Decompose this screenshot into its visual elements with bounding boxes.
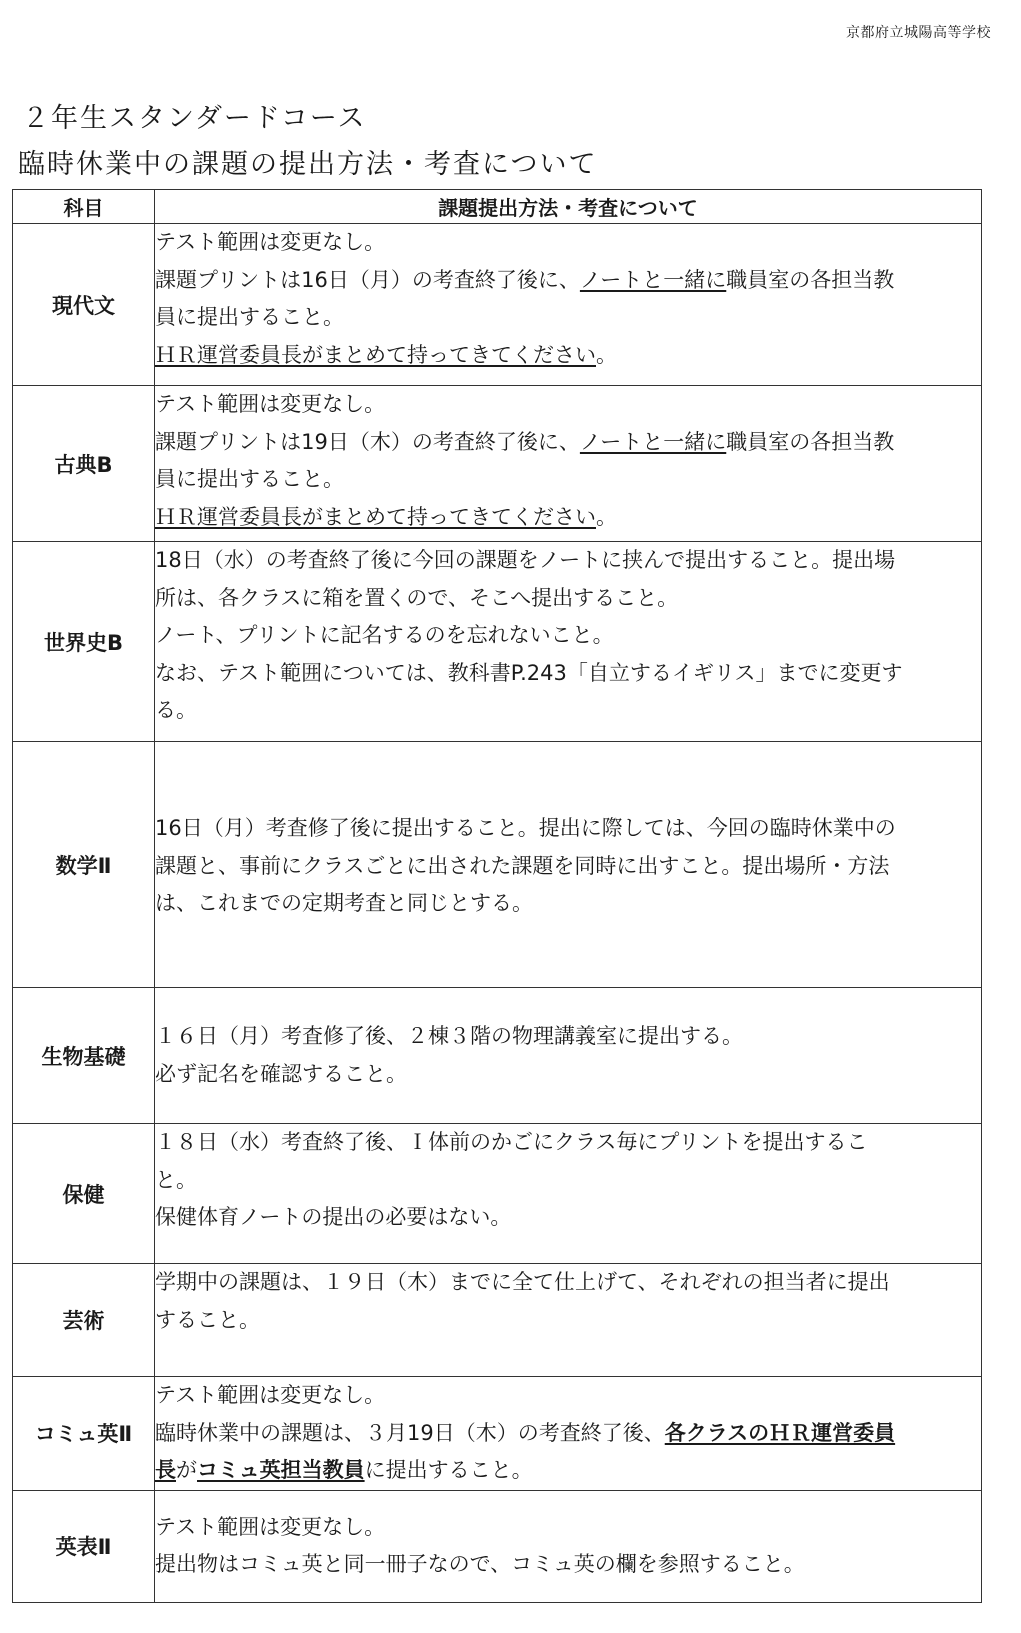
table-row bbox=[13, 1124, 982, 1264]
subject-cell: 数学Ⅱ bbox=[13, 742, 155, 988]
table-header-row bbox=[13, 190, 982, 224]
table-row bbox=[13, 542, 982, 742]
column-header-subject: 科目 bbox=[13, 190, 155, 224]
assignment-table bbox=[12, 189, 982, 1603]
bold-underlined-text: コミュ英担当教員 bbox=[197, 1458, 365, 1482]
table-row bbox=[13, 988, 982, 1124]
text-line bbox=[155, 499, 981, 537]
text-line: 員に提出すること。 bbox=[155, 467, 344, 491]
document-title-course: ２年生スタンダードコース bbox=[22, 103, 367, 134]
subject-cell: 世界史B bbox=[13, 542, 155, 742]
text-line: 必ず記名を確認すること。 bbox=[155, 1061, 407, 1086]
text-span: 。 bbox=[596, 504, 617, 529]
text-line: テスト範囲は変更なし。 bbox=[155, 230, 386, 254]
method-cell bbox=[155, 386, 982, 542]
subject-cell: 生物基礎 bbox=[13, 988, 155, 1124]
table-row bbox=[13, 386, 982, 542]
method-cell bbox=[155, 1377, 982, 1491]
method-cell bbox=[155, 1124, 982, 1264]
school-name: 京都府立城陽高等学校 bbox=[846, 25, 991, 41]
table-row bbox=[13, 742, 982, 988]
text-line: テスト範囲は変更なし。 bbox=[155, 392, 386, 416]
text-span: 職員室の各担当教 bbox=[726, 267, 895, 292]
table-row bbox=[13, 1264, 982, 1377]
subject-cell: 芸術 bbox=[13, 1264, 155, 1377]
text-line: と。 bbox=[155, 1167, 197, 1192]
text-span: に提出すること。 bbox=[364, 1458, 533, 1482]
text-line bbox=[155, 1415, 981, 1453]
text-span: 臨時休業中の課題は、３月19日（木）の考査終了後、 bbox=[155, 1420, 665, 1445]
underlined-text: ＨＲ運営委員長がまとめて持ってきてください bbox=[155, 504, 596, 529]
text-line: 16日（月）考査修了後に提出すること。提出に際しては、今回の臨時休業中の bbox=[155, 816, 896, 840]
underlined-text: ノートと一緒に bbox=[579, 267, 727, 292]
text-line: 学期中の課題は、１９日（木）までに全て仕上げて、それぞれの担当者に提出 bbox=[155, 1270, 890, 1294]
text-line bbox=[155, 1452, 981, 1490]
subject-cell: 保健 bbox=[13, 1124, 155, 1264]
table-row bbox=[13, 224, 982, 386]
text-line: すること。 bbox=[155, 1307, 260, 1332]
subject-cell: 現代文 bbox=[13, 224, 155, 386]
text-span: 課題プリントは16日（月）の考査終了後に、 bbox=[155, 267, 580, 292]
text-span: 課題プリントは19日（木）の考査終了後に、 bbox=[155, 429, 580, 454]
table-row bbox=[13, 1490, 982, 1602]
text-line: １６日（月）考査修了後、２棟３階の物理講義室に提出する。 bbox=[155, 1024, 743, 1048]
method-cell bbox=[155, 1264, 982, 1377]
document-title-subject: 臨時休業中の課題の提出方法・考査について bbox=[18, 149, 598, 180]
text-line: 課題と、事前にクラスごとに出された課題を同時に出すこと。提出場所・方法 bbox=[155, 853, 890, 878]
text-line: 提出物はコミュ英と同一冊子なので、コミュ英の欄を参照すること。 bbox=[155, 1552, 805, 1576]
method-cell bbox=[155, 542, 982, 742]
bold-underlined-text: 長 bbox=[155, 1458, 176, 1482]
text-line: 員に提出すること。 bbox=[155, 305, 344, 329]
text-line: は、これまでの定期考査と同じとする。 bbox=[155, 891, 533, 915]
underlined-text: ノートと一緒に bbox=[579, 429, 727, 454]
text-line: なお、テスト範囲については、教科書P.243「自立するイギリス」までに変更す bbox=[155, 660, 903, 685]
subject-cell: コミュ英Ⅱ bbox=[13, 1377, 155, 1491]
text-line: 保健体育ノートの提出の必要はない。 bbox=[155, 1205, 512, 1229]
text-line bbox=[155, 424, 981, 462]
method-cell bbox=[155, 742, 982, 988]
table-row bbox=[13, 1377, 982, 1491]
text-line: テスト範囲は変更なし。 bbox=[155, 1514, 386, 1539]
text-line: テスト範囲は変更なし。 bbox=[155, 1383, 386, 1407]
text-line: る。 bbox=[155, 698, 197, 722]
text-line: 18日（水）の考査終了後に今回の課題をノートに挟んで提出すること。提出場 bbox=[155, 548, 896, 572]
subject-cell: 古典B bbox=[13, 386, 155, 542]
method-cell bbox=[155, 1490, 982, 1602]
underlined-text: ＨＲ運営委員長がまとめて持ってきてください bbox=[155, 342, 596, 367]
text-line: １８日（水）考査終了後、Ｉ体前のかごにクラス毎にプリントを提出するこ bbox=[155, 1130, 868, 1154]
column-header-method: 課題提出方法・考査について bbox=[155, 190, 982, 224]
text-line: ノート、プリントに記名するのを忘れないこと。 bbox=[155, 623, 614, 647]
text-line: 所は、各クラスに箱を置くので、そこへ提出すること。 bbox=[155, 585, 679, 610]
text-span: 職員室の各担当教 bbox=[726, 429, 895, 454]
bold-underlined-text: 各クラスのＨＲ運営委員 bbox=[664, 1420, 896, 1445]
subject-cell: 英表Ⅱ bbox=[13, 1490, 155, 1602]
method-cell bbox=[155, 224, 982, 386]
text-span: が bbox=[176, 1458, 197, 1482]
method-cell bbox=[155, 988, 982, 1124]
text-line bbox=[155, 337, 981, 375]
text-line bbox=[155, 262, 981, 300]
text-span: 。 bbox=[596, 342, 617, 367]
